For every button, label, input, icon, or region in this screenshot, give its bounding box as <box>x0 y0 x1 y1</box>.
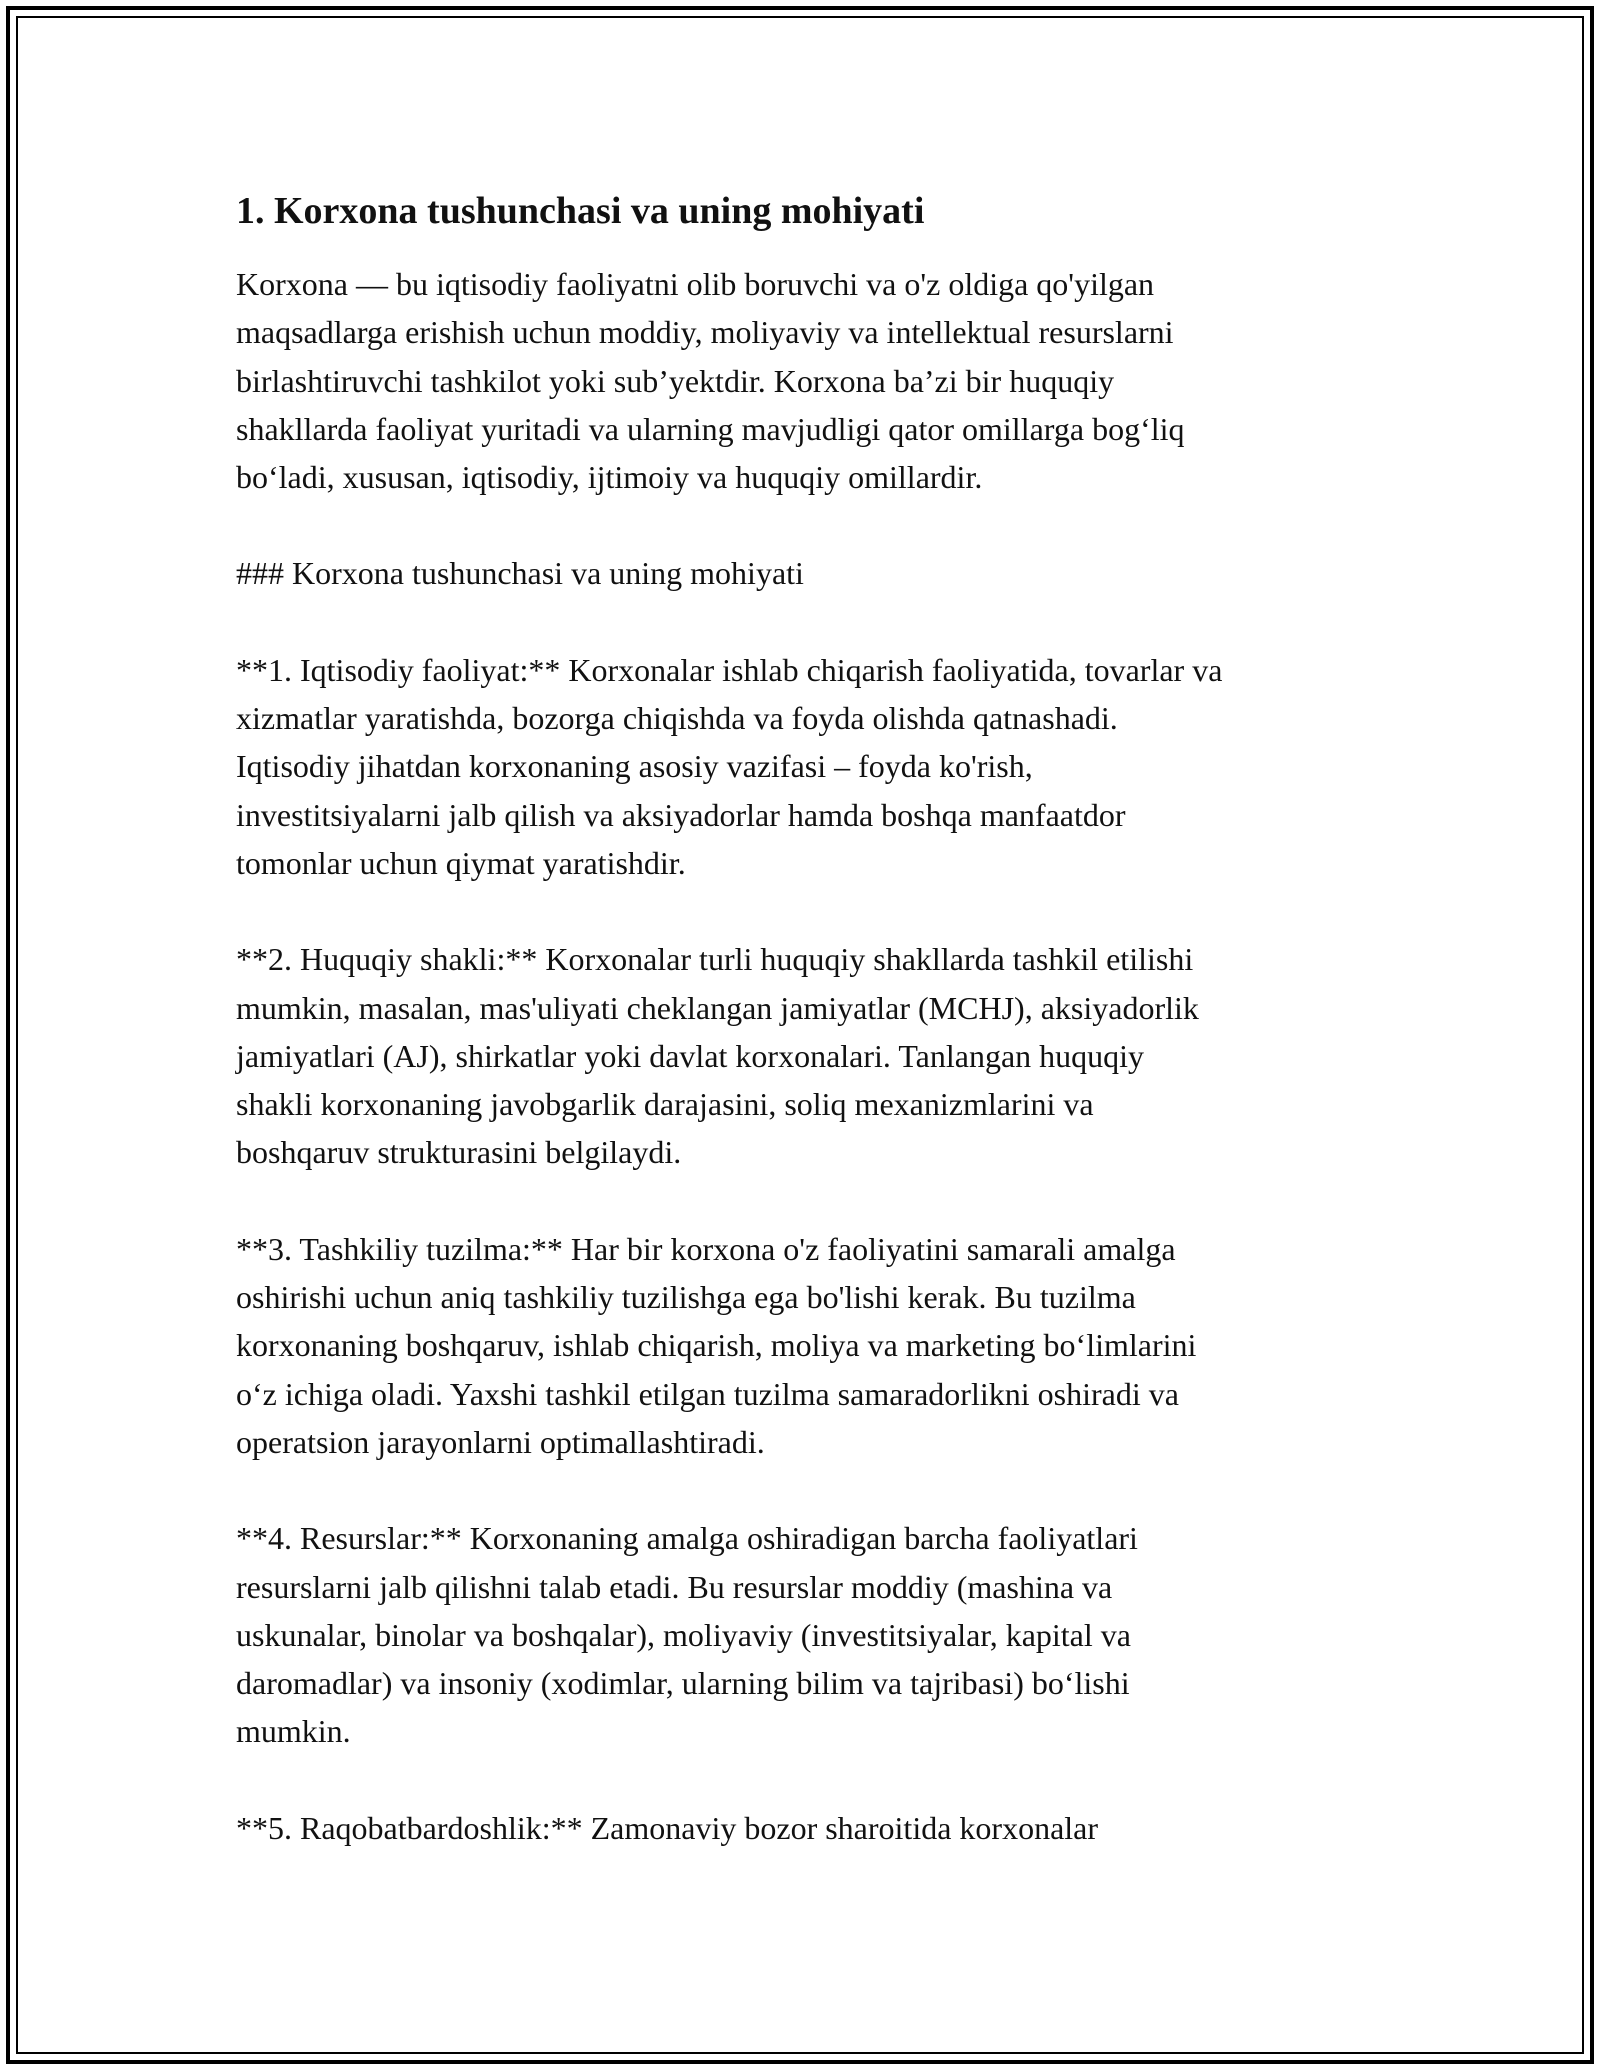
paragraph-subheading <box>236 549 1396 597</box>
paragraph-line: jamiyatlari (AJ), shirkatlar yoki davlat korxonalari. Tanlangan huquqiy <box>236 1037 1145 1074</box>
paragraph-line: **3. Tashkiliy tuzilma:** Har bir korxona o'z faoliyatini samarali amalga <box>236 1230 1176 1267</box>
paragraph-line: investitsiyalarni jalb qilish va aksiyadorlar hamda boshqa manfaatdor <box>236 796 1126 833</box>
paragraph-line: o‘z ichiga oladi. Yaxshi tashkil etilgan tuzilma samaradorlikni oshiradi va <box>236 1375 1179 1412</box>
paragraph-line: **4. Resurslar:** Korxonaning amalga oshiradigan barcha faoliyatlari <box>236 1520 1138 1557</box>
paragraph-line: shakli korxonaning javobgarlik darajasini, soliq mexanizmlarini va <box>236 1086 1094 1123</box>
paragraph-line: daromadlar) va insoniy (xodimlar, ularning bilim va tajribasi) bo‘lishi <box>236 1665 1130 1702</box>
paragraph-line: xizmatlar yaratishda, bozorga chiqishda va foyda olishda qatnashadi. <box>236 700 1118 737</box>
paragraph-line: uskunalar, binolar va boshqalar), moliyaviy (investitsiyalar, kapital va <box>236 1616 1131 1653</box>
paragraph-line: operatsion jarayonlarni optimallashtiradi. <box>236 1423 765 1460</box>
paragraph-raqobatbardoshlik <box>236 1804 1396 1852</box>
paragraph-line: resurslarni jalb qilishni talab etadi. Bu resurslar moddiy (mashina va <box>236 1568 1113 1605</box>
paragraph-line: mumkin. <box>236 1713 351 1750</box>
paragraph-resurslar <box>236 1514 1396 1755</box>
paragraph-line: ### Korxona tushunchasi va uning mohiyati <box>236 555 804 592</box>
paragraph-line: **1. Iqtisodiy faoliyat:** Korxonalar ishlab chiqarish faoliyatida, tovarlar va <box>236 651 1223 688</box>
paragraph-line: **5. Raqobatbardoshlik:** Zamonaviy bozor sharoitida korxonalar <box>236 1809 1099 1846</box>
paragraph-huquqiy-shakli <box>236 935 1396 1176</box>
paragraph-line: mumkin, masalan, mas'uliyati cheklangan jamiyatlar (MCHJ), aksiyadorlik <box>236 989 1199 1026</box>
paragraph-tashkiliy-tuzilma <box>236 1225 1396 1466</box>
paragraph-line: birlashtiruvchi tashkilot yoki sub’yektdir. Korxona ba’zi bir huquqiy <box>236 362 1115 399</box>
paragraph-line: Korxona — bu iqtisodiy faoliyatni olib boruvchi va o'z oldiga qo'yilgan <box>236 266 1155 302</box>
paragraph-line: shakllarda faoliyat yuritadi va ularning mavjudligi qator omillarga bog‘liq <box>236 410 1185 447</box>
paragraph-line: tomonlar uchun qiymat yaratishdir. <box>236 844 686 881</box>
section-heading: 1. Korxona tushunchasi va uning mohiyati <box>236 190 925 232</box>
paragraph-intro <box>236 260 1396 501</box>
paragraph-line: Iqtisodiy jihatdan korxonaning asosiy vazifasi – foyda ko'rish, <box>236 748 1033 785</box>
paragraph-line: maqsadlarga erishish uchun moddiy, moliyaviy va intellektual resurslarni <box>236 314 1174 351</box>
paragraph-line: bo‘ladi, xususan, iqtisodiy, ijtimoiy va huquqiy omillardir. <box>236 459 983 496</box>
paragraph-line: **2. Huquqiy shakli:** Korxonalar turli huquqiy shakllarda tashkil etilishi <box>236 941 1194 978</box>
paragraph-line: oshirishi uchun aniq tashkiliy tuzilishga ega bo'lishi kerak. Bu tuzilma <box>236 1279 1136 1316</box>
paragraph-line: korxonaning boshqaruv, ishlab chiqarish, moliya va marketing bo‘limlarini <box>236 1327 1197 1364</box>
paragraph-line: boshqaruv strukturasini belgilaydi. <box>236 1134 682 1171</box>
paragraph-iqtisodiy-faoliyat <box>236 646 1396 887</box>
document-body <box>236 186 1396 1900</box>
